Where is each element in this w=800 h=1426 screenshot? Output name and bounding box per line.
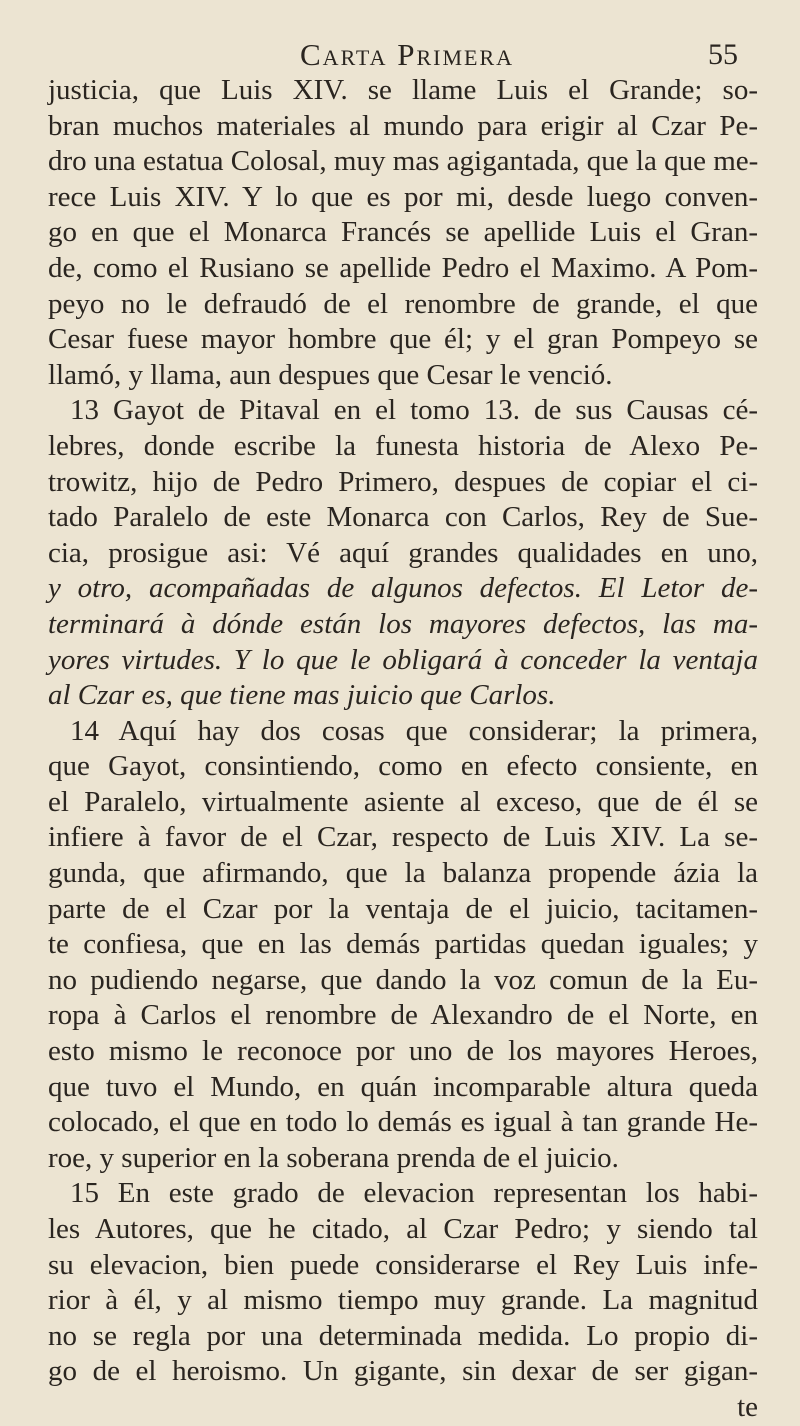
text-line: gunda, que afirmando, que la balanza propende ázia la — [48, 857, 758, 890]
text-line: go de el heroismo. Un gigante, sin dexar de ser gigan- — [48, 1355, 758, 1388]
text-line: les Autores, que he citado, al Czar Pedro; y siendo tal — [48, 1213, 758, 1245]
running-head — [0, 38, 800, 72]
catchword: te — [737, 1390, 758, 1423]
text-line: te confiesa, que en las demás partidas quedan iguales; y — [48, 928, 758, 961]
text-line: yores virtudes. Y lo que le obligará à conceder la ventaja — [48, 643, 758, 676]
page-number: 55 — [708, 38, 738, 71]
text-line: lebres, donde escribe la funesta historia de Alexo Pe- — [48, 429, 758, 462]
text-line: go en que el Monarca Francés se apellide Luis el Gran- — [48, 216, 758, 249]
text-line: cia, prosigue asi: Vé aquí grandes qualidades en uno, — [48, 536, 758, 569]
text-line: parte de el Czar por la ventaja de el juicio, tacitamen- — [48, 892, 758, 925]
text-line: ropa à Carlos el renombre de Alexandro de el Norte, en — [48, 999, 758, 1032]
text-line: terminará à dónde están los mayores defectos, las ma- — [48, 607, 758, 640]
text-line: 14 Aquí hay dos cosas que considerar; la primera, — [70, 714, 758, 747]
text-line: roe, y superior en la soberana prenda de el juicio. — [48, 1141, 619, 1174]
text-line: peyo no le defraudó de el renombre de grande, el que — [48, 287, 758, 320]
running-title: Carta Primera — [300, 37, 515, 72]
text-line: tado Paralelo de este Monarca con Carlos, Rey de Sue- — [48, 501, 758, 534]
text-line: colocado, el que en todo lo demás es igual à tan grande He- — [48, 1106, 758, 1139]
text-line: trowitz, hijo de Pedro Primero, despues de copiar el ci- — [48, 465, 758, 498]
text-line: su elevacion, bien puede considerarse el Rey Luis infe- — [48, 1248, 758, 1281]
text-line: rior à él, y al mismo tiempo muy grande. La magnitud — [48, 1284, 758, 1317]
text-line: Cesar fuese mayor hombre que él; y el gran Pompeyo se — [48, 323, 758, 356]
text-line: de, como el Rusiano se apellide Pedro el Maximo. A Pom- — [48, 251, 758, 284]
body-text — [48, 73, 758, 1426]
text-line: no pudiendo negarse, que dando la voz comun de la Eu- — [48, 963, 758, 996]
text-line: infiere à favor de el Czar, respecto de Luis XIV. La se- — [48, 821, 758, 854]
text-line: rece Luis XIV. Y lo que es por mi, desde luego conven- — [48, 180, 758, 213]
text-line: esto mismo le reconoce por uno de los mayores Heroes, — [48, 1035, 758, 1068]
text-line: dro una estatua Colosal, muy mas agigantada, que la que me- — [48, 145, 759, 178]
text-line: llamó, y llama, aun despues que Cesar le venció. — [48, 358, 613, 391]
text-line: 13 Gayot de Pitaval en el tomo 13. de sus Causas cé- — [70, 394, 758, 427]
text-line: el Paralelo, virtualmente asiente al exceso, que de él se — [48, 785, 758, 818]
text-line: que tuvo el Mundo, en quán incomparable altura queda — [48, 1070, 758, 1103]
text-line: 15 En este grado de elevacion representan los habi- — [70, 1177, 758, 1210]
text-line: no se regla por una determinada medida. Lo propio di- — [48, 1319, 758, 1352]
text-line: y otro, acompañadas de algunos defectos. El Letor de- — [48, 572, 758, 605]
text-line: bran muchos materiales al mundo para erigir al Czar Pe- — [48, 109, 758, 142]
text-line: al Czar es, que tiene mas juicio que Carlos. — [48, 679, 556, 712]
text-line: justicia, que Luis XIV. se llame Luis el Grande; so- — [48, 74, 758, 106]
text-line: que Gayot, consintiendo, como en efecto consiente, en — [48, 750, 758, 783]
